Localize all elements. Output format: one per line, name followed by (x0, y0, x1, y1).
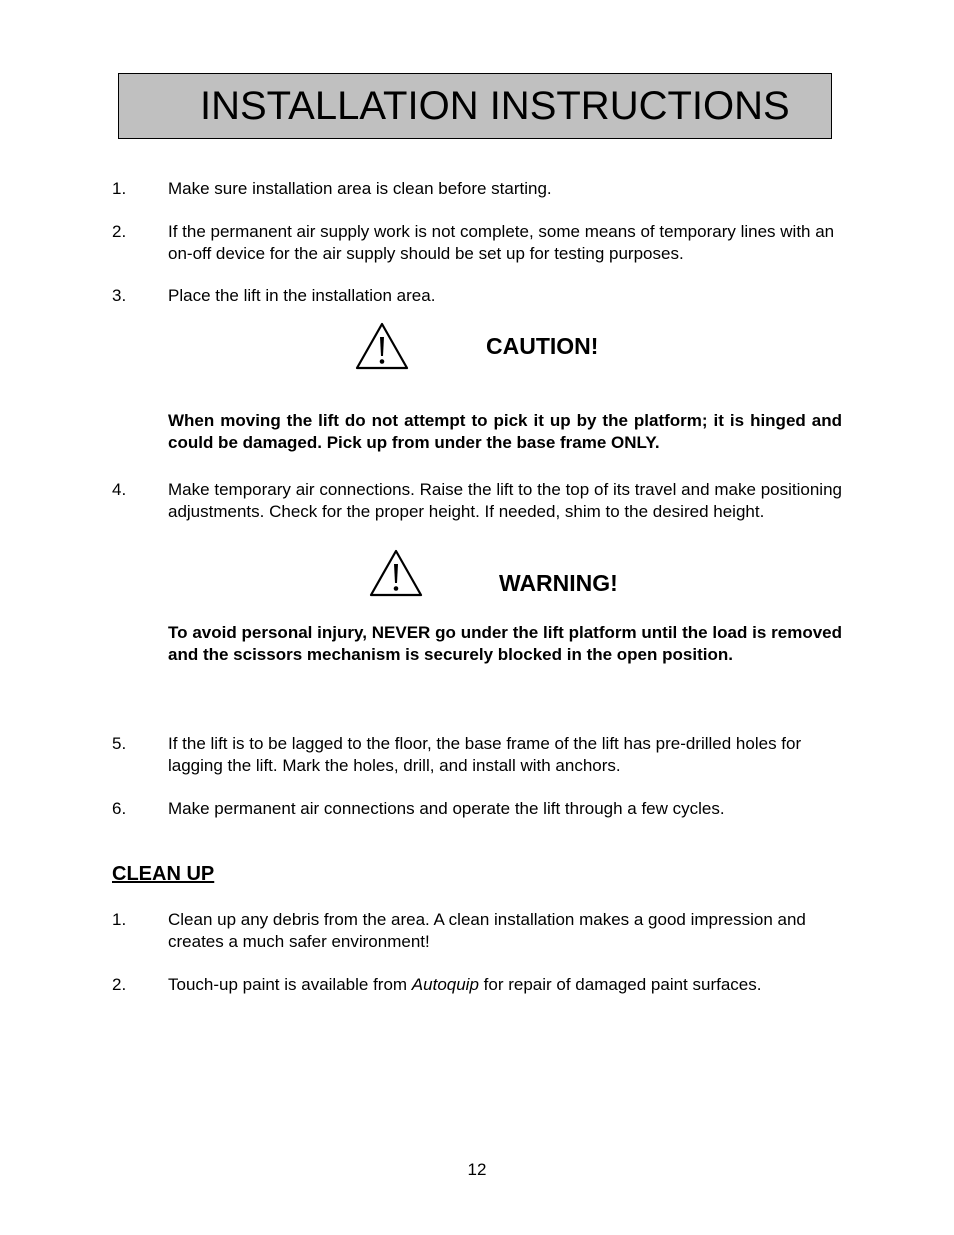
step-text: Clean up any debris from the area. A clean installation makes a good impression and creates a much safer environment! (168, 910, 806, 951)
page-title: INSTALLATION INSTRUCTIONS (200, 84, 790, 128)
step-text: If the permanent air supply work is not complete, some means of temporary lines with an on-off device for the air supply should be set up for testing purposes. (168, 222, 835, 263)
warning-triangle-icon (368, 548, 424, 598)
section-heading: CLEAN UP (112, 863, 215, 885)
warning-triangle-icon (354, 321, 410, 371)
step-text: Make permanent air connections and operate the lift through a few cycles. (168, 799, 725, 818)
warning-text: To avoid personal injury, NEVER go under the lift platform until the load is removed and the scissors mechanism is securely blocked in the open position. (168, 623, 842, 664)
warning-heading: WARNING! (499, 570, 618, 596)
step-number: 6. (112, 799, 127, 818)
step-number: 1. (112, 910, 127, 929)
step-text-part: for repair of damaged paint surfaces. (478, 975, 762, 994)
list-item (112, 479, 842, 522)
title-banner (118, 73, 832, 139)
list-item (112, 974, 842, 996)
step-text (168, 974, 842, 996)
step-number: 5. (112, 734, 127, 753)
brand-name: Autoquip (411, 975, 479, 994)
list-item (112, 733, 842, 776)
step-text: If the lift is to be lagged to the floor, the base frame of the lift has pre-drilled holes for lagging the lift. Mark the holes, drill, and install with anchors. (168, 734, 802, 775)
list-item (112, 909, 842, 952)
page-number: 12 (467, 1160, 487, 1179)
step-number: 2. (112, 222, 127, 241)
step-number: 2. (112, 975, 127, 994)
step-number: 4. (112, 480, 127, 499)
list-item (112, 178, 842, 200)
caution-text: When moving the lift do not attempt to pick it up by the platform; it is hinged and could be damaged. Pick up from under the base frame ONLY. (168, 411, 842, 452)
list-item (112, 221, 842, 264)
step-number: 3. (112, 286, 127, 305)
list-item (112, 285, 842, 307)
step-text: Make sure installation area is clean before starting. (168, 179, 552, 198)
step-text-part: Touch-up paint is available from (168, 975, 412, 994)
step-text: Place the lift in the installation area. (168, 286, 436, 305)
caution-heading: CAUTION! (486, 333, 599, 359)
step-text: Make temporary air connections. Raise the lift to the top of its travel and make positioning adjustments. Check for the proper height. If needed, shim to the desired height. (168, 480, 842, 521)
step-number: 1. (112, 179, 127, 198)
list-item (112, 798, 842, 820)
